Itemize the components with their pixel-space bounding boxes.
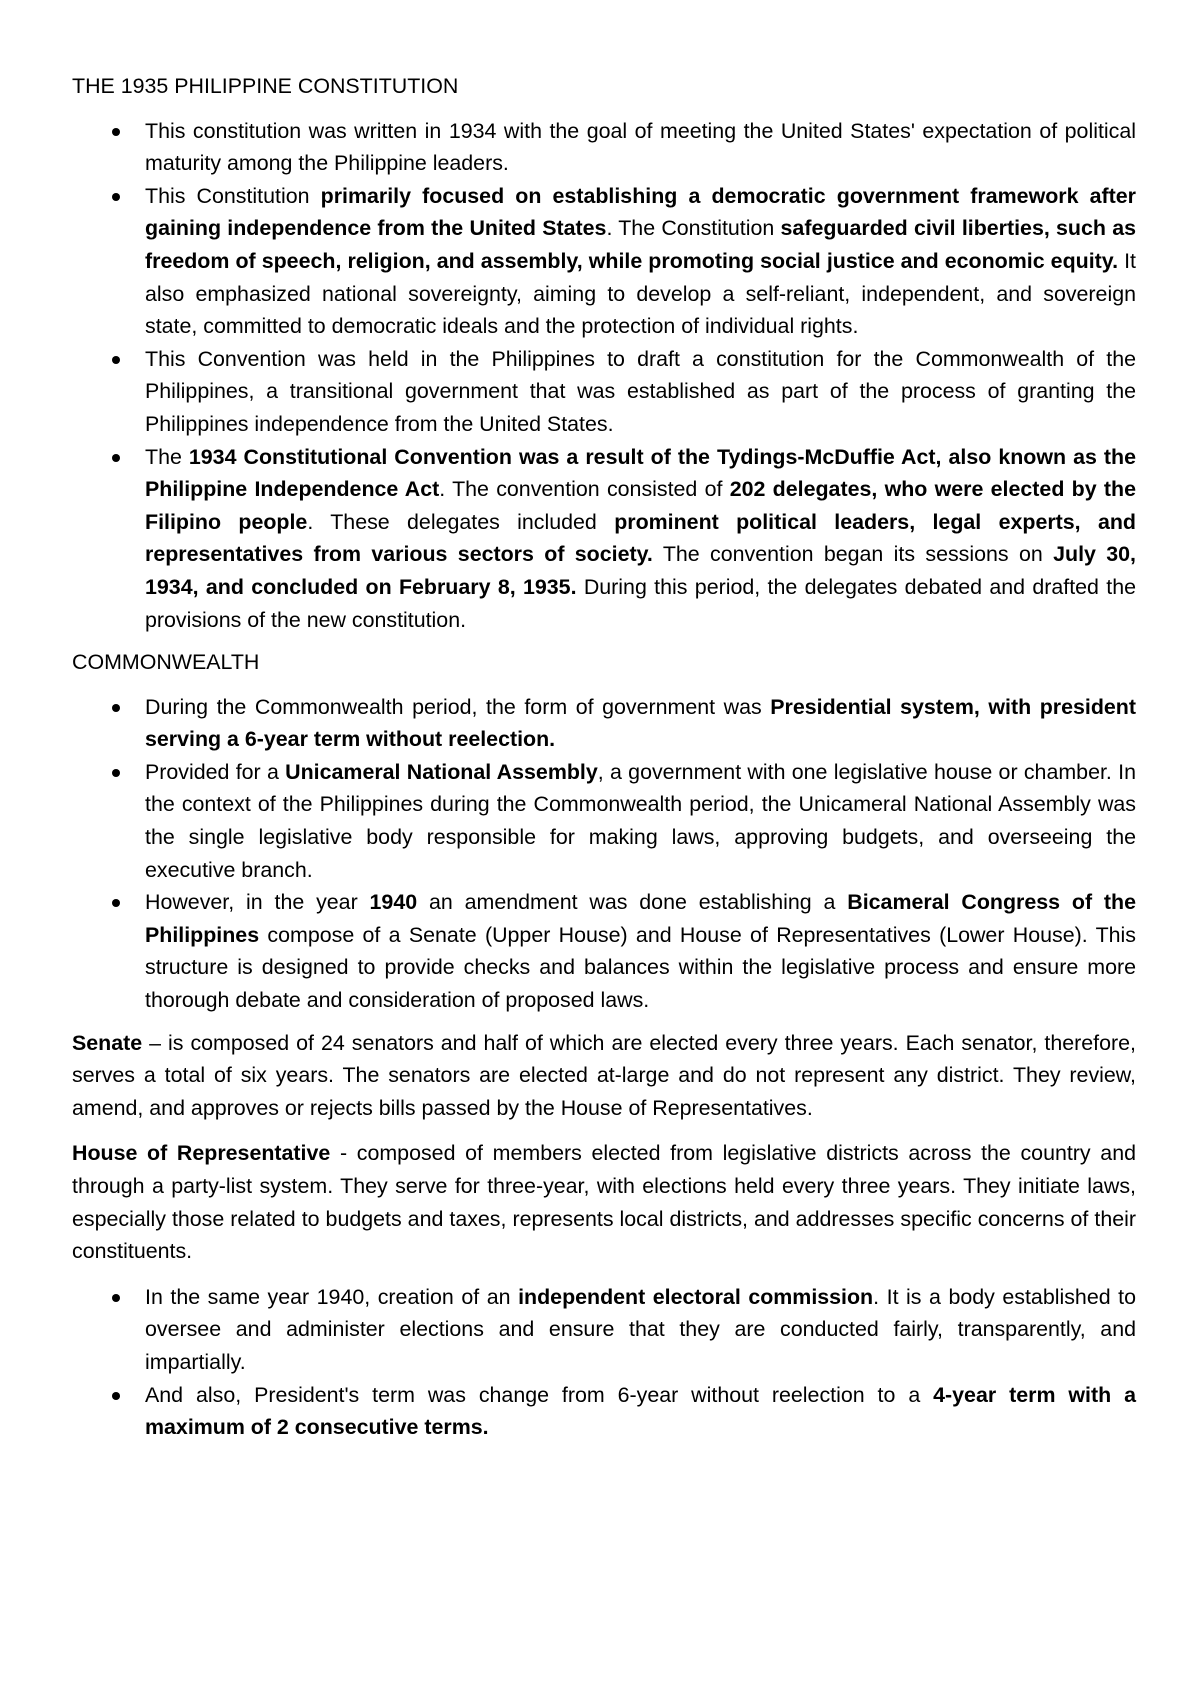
text-segment: And also, President's term was change from 6-year without reelection to a <box>145 1382 934 1407</box>
text-segment: This Constitution <box>145 183 321 208</box>
section-heading-commonwealth: COMMONWEALTH <box>72 650 260 675</box>
list-item <box>72 1281 1136 1379</box>
text-segment: . These delegates included <box>307 509 615 534</box>
text-segment: In the same year 1940, creation of an <box>145 1284 519 1309</box>
bold-text-segment: prominent political leaders, legal experts, and representatives from various sectors of society. <box>145 509 1136 567</box>
text-segment: – is composed of 24 senators and half of which are elected every three years. Each senator, therefore, serves a total of six years. The senators are elected at-large and do not represent any district. They review, amend, and approves or rejects bills passed by the House of Representatives. <box>72 1030 1136 1120</box>
list-item <box>72 343 1136 441</box>
bullet-icon <box>112 899 120 907</box>
text-segment: The <box>145 444 189 469</box>
bold-text-segment: House of Representative <box>72 1141 331 1166</box>
bold-text-segment: 4-year term with a maximum of 2 consecutive terms. <box>145 1382 1136 1440</box>
senate-paragraph <box>72 1027 1136 1125</box>
text-segment: compose of a Senate (Upper House) and House of Representatives (Lower House). This structure is designed to provide checks and balances within the legislative process and ensure more thorough debate and consideration of proposed laws. <box>145 922 1136 1013</box>
list-item <box>72 756 1136 886</box>
bold-text-segment: independent electoral commission <box>518 1284 874 1309</box>
list-item <box>72 1379 1136 1444</box>
text-segment: This constitution was written in 1934 with the goal of meeting the United States' expectation of political maturity among the Philippine leaders. <box>145 118 1136 176</box>
text-segment: an amendment was done establishing a <box>417 890 848 915</box>
section-heading-1935-constitution: THE 1935 PHILIPPINE CONSTITUTION <box>72 74 459 98</box>
house-of-representatives-paragraph <box>72 1137 1136 1267</box>
bullet-list-commonwealth <box>72 691 1136 1017</box>
bold-text-segment: 1934 Constitutional Convention was a result of the Tydings-McDuffie Act, also known as the Philippine Independence Act <box>145 444 1136 502</box>
document-page <box>72 70 1136 1454</box>
text-segment: During the Commonwealth period, the form of government was <box>145 694 771 719</box>
bold-text-segment: safeguarded civil liberties, such as freedom of speech, religion, and assembly, while promoting social justice and economic equity. <box>145 216 1136 273</box>
text-segment: . It is a body established to oversee and administer elections and ensure that they are conducted fairly, transparently, and impartially. <box>145 1284 1136 1374</box>
list-item-text <box>145 1383 1136 1440</box>
bold-text-segment: Bicameral Congress of the Philippines <box>145 890 1136 947</box>
bullet-icon <box>112 128 120 136</box>
list-item-text <box>145 347 1136 436</box>
text-segment: - composed of members elected from legislative districts across the country and through a party-list system. They serve for three-year, with elections held every three years. They initiate laws, especially those related to budgets and taxes, represents local districts, and addresses specific concerns of their constituents. <box>72 1141 1136 1264</box>
list-item <box>72 886 1136 1016</box>
text-segment: Provided for a <box>145 759 286 784</box>
list-item <box>72 691 1136 756</box>
list-item <box>72 180 1136 343</box>
bold-text-segment: Unicameral National Assembly <box>285 759 598 784</box>
bullet-list-1935-constitution <box>72 115 1136 637</box>
list-item <box>72 441 1136 637</box>
text-segment: . The Constitution <box>606 216 781 241</box>
list-item-text <box>145 445 1136 632</box>
bold-text-segment: primarily focused on establishing a democratic government framework after gaining independence from the United States <box>145 183 1136 241</box>
bold-text-segment: Presidential system, with president serving a 6-year term without reelection. <box>145 694 1136 752</box>
text-segment: It also emphasized national sovereignty, aiming to develop a self-reliant, independent, and sovereign state, committed to democratic ideals and the protection of individual rights. <box>145 248 1136 339</box>
text-segment: , a government with one legislative house or chamber. In the context of the Philippines during the Commonwealth period, the Unicameral National Assembly was the single legislative body responsible for making laws, approving budgets, and overseeing the executive branch. <box>145 759 1136 882</box>
bullet-icon <box>112 454 120 462</box>
list-item <box>72 115 1136 180</box>
list-item-text <box>145 1285 1136 1374</box>
text-segment: This Convention was held in the Philippines to draft a constitution for the Commonwealth of the Philippines, a transitional government that was established as part of the process of granting the Philippines independence from the United States. <box>145 346 1136 436</box>
text-segment: . The convention consisted of <box>439 477 730 502</box>
bold-text-segment: July 30, 1934, and concluded on February 8, 1935. <box>145 542 1136 599</box>
list-item-text <box>145 695 1136 752</box>
bullet-list-1940-amendments <box>72 1281 1136 1444</box>
bold-text-segment: 1940 <box>369 890 418 915</box>
bold-text-segment: 202 delegates, who were elected by the Filipino people <box>145 477 1136 534</box>
bold-text-segment: Senate <box>72 1030 143 1055</box>
list-item-text <box>145 760 1136 882</box>
bullet-icon <box>112 1294 120 1302</box>
bullet-icon <box>112 769 120 777</box>
bullet-icon <box>112 193 120 201</box>
bullet-icon <box>112 1392 120 1400</box>
text-segment: The convention began its sessions on <box>652 542 1054 567</box>
text-segment: However, in the year <box>145 890 370 915</box>
list-item-text <box>145 184 1136 338</box>
bullet-icon <box>112 356 120 364</box>
text-segment: During this period, the delegates debated and drafted the provisions of the new constitution. <box>145 574 1136 632</box>
list-item-text <box>145 119 1136 176</box>
bullet-icon <box>112 704 120 712</box>
list-item-text <box>145 890 1136 1012</box>
